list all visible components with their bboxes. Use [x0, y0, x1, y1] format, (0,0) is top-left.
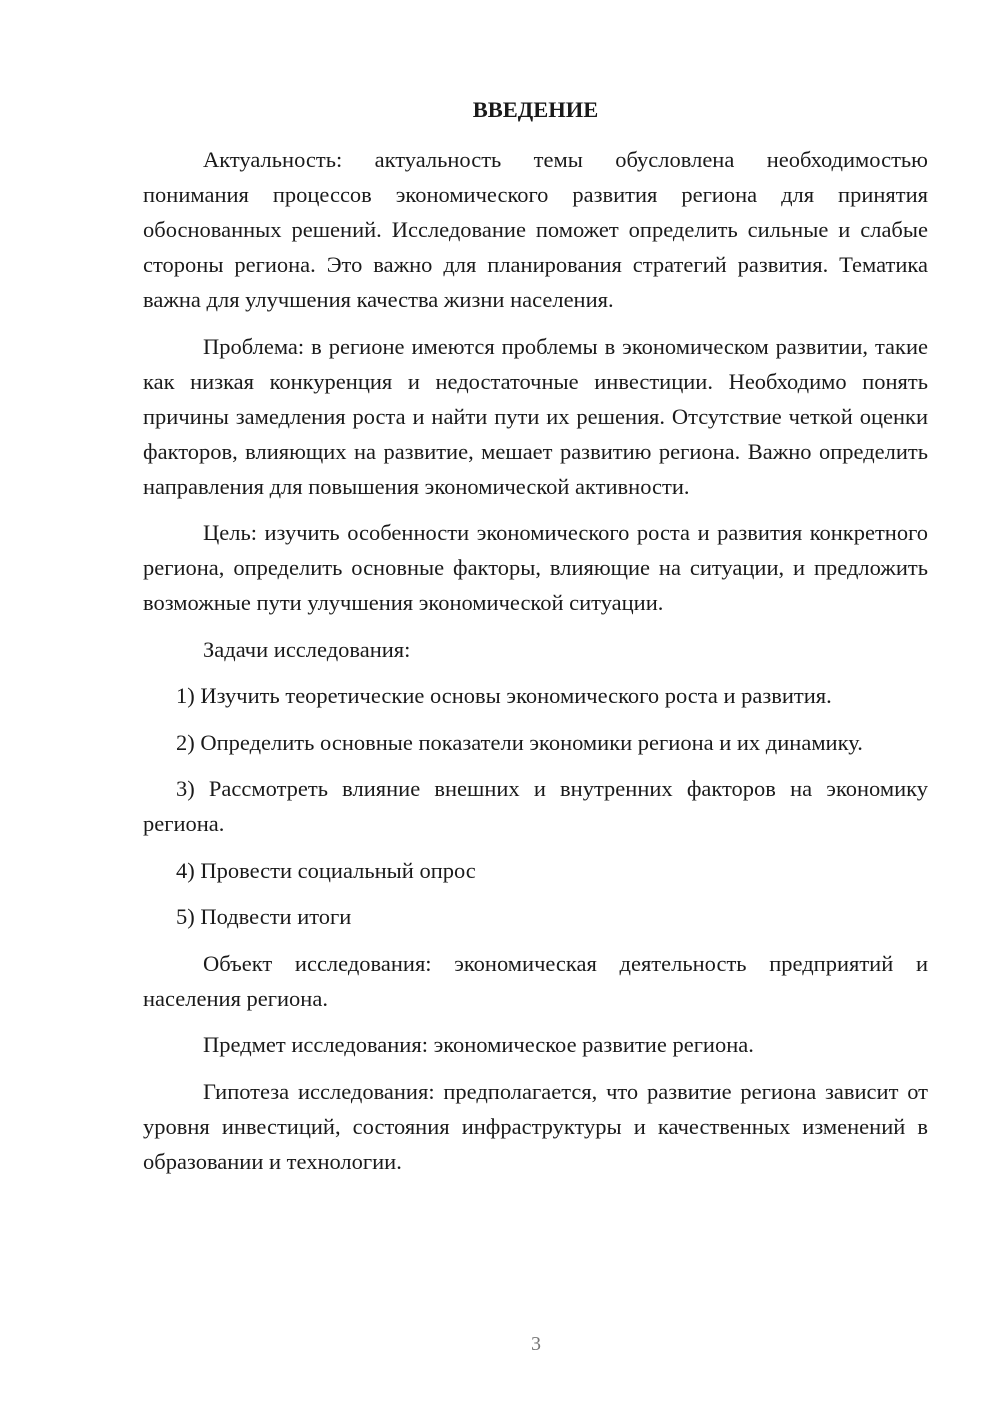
task-item: 2) Определить основные показатели экономики региона и их динамику. [176, 729, 863, 755]
task-item: 1) Изучить теоретические основы экономического роста и развития. [176, 683, 832, 708]
paragraph-object: Объект исследования: экономическая деятельность предприятий и населения региона. [143, 950, 928, 1011]
paragraph-tasks-heading: Задачи исследования: [203, 636, 411, 662]
paragraph-problem: Проблема: в регионе имеются проблемы в экономическом развитии, такие как низкая конкуренция и недостаточные инвестиции. Необходимо понять причины замедления роста и найти пути их решения. Отсутствие четкой оценки факторов, влияющих на развитие, мешает развитию региона. Важно определить направления для повышения экономической активности. [143, 333, 928, 499]
paragraph-goal: Цель: изучить особенности экономического роста и развития конкретного региона, определить основные факторы, влияющие на ситуации, и предложить возможные пути улучшения экономической ситуации. [143, 520, 928, 615]
task-item: 3) Рассмотреть влияние внешних и внутренних факторов на экономику региона. [143, 776, 928, 836]
task-item: 5) Подвести итоги [176, 904, 352, 929]
section-title: ВВЕДЕНИЕ [472, 97, 599, 122]
paragraph-subject: Предмет исследования: экономическое развитие региона. [203, 1032, 754, 1057]
paragraph-relevance: Актуальность: актуальность темы обусловлена необходимостью понимания процессов экономического развития региона для принятия обоснованных решений. Исследование поможет определить сильные и слабые стороны региона. Это важно для планирования стратегий развития. Тематика важна для улучшения качества жизни населения. [143, 147, 928, 312]
task-item: 4) Провести социальный опрос [176, 857, 476, 883]
document-page [143, 92, 928, 1190]
page-number: 3 [531, 1333, 541, 1355]
paragraph-hypothesis: Гипотеза исследования: предполагается, что развитие региона зависит от уровня инвестиций, состояния инфраструктуры и качественных изменений в образовании и технологии. [143, 1078, 928, 1174]
